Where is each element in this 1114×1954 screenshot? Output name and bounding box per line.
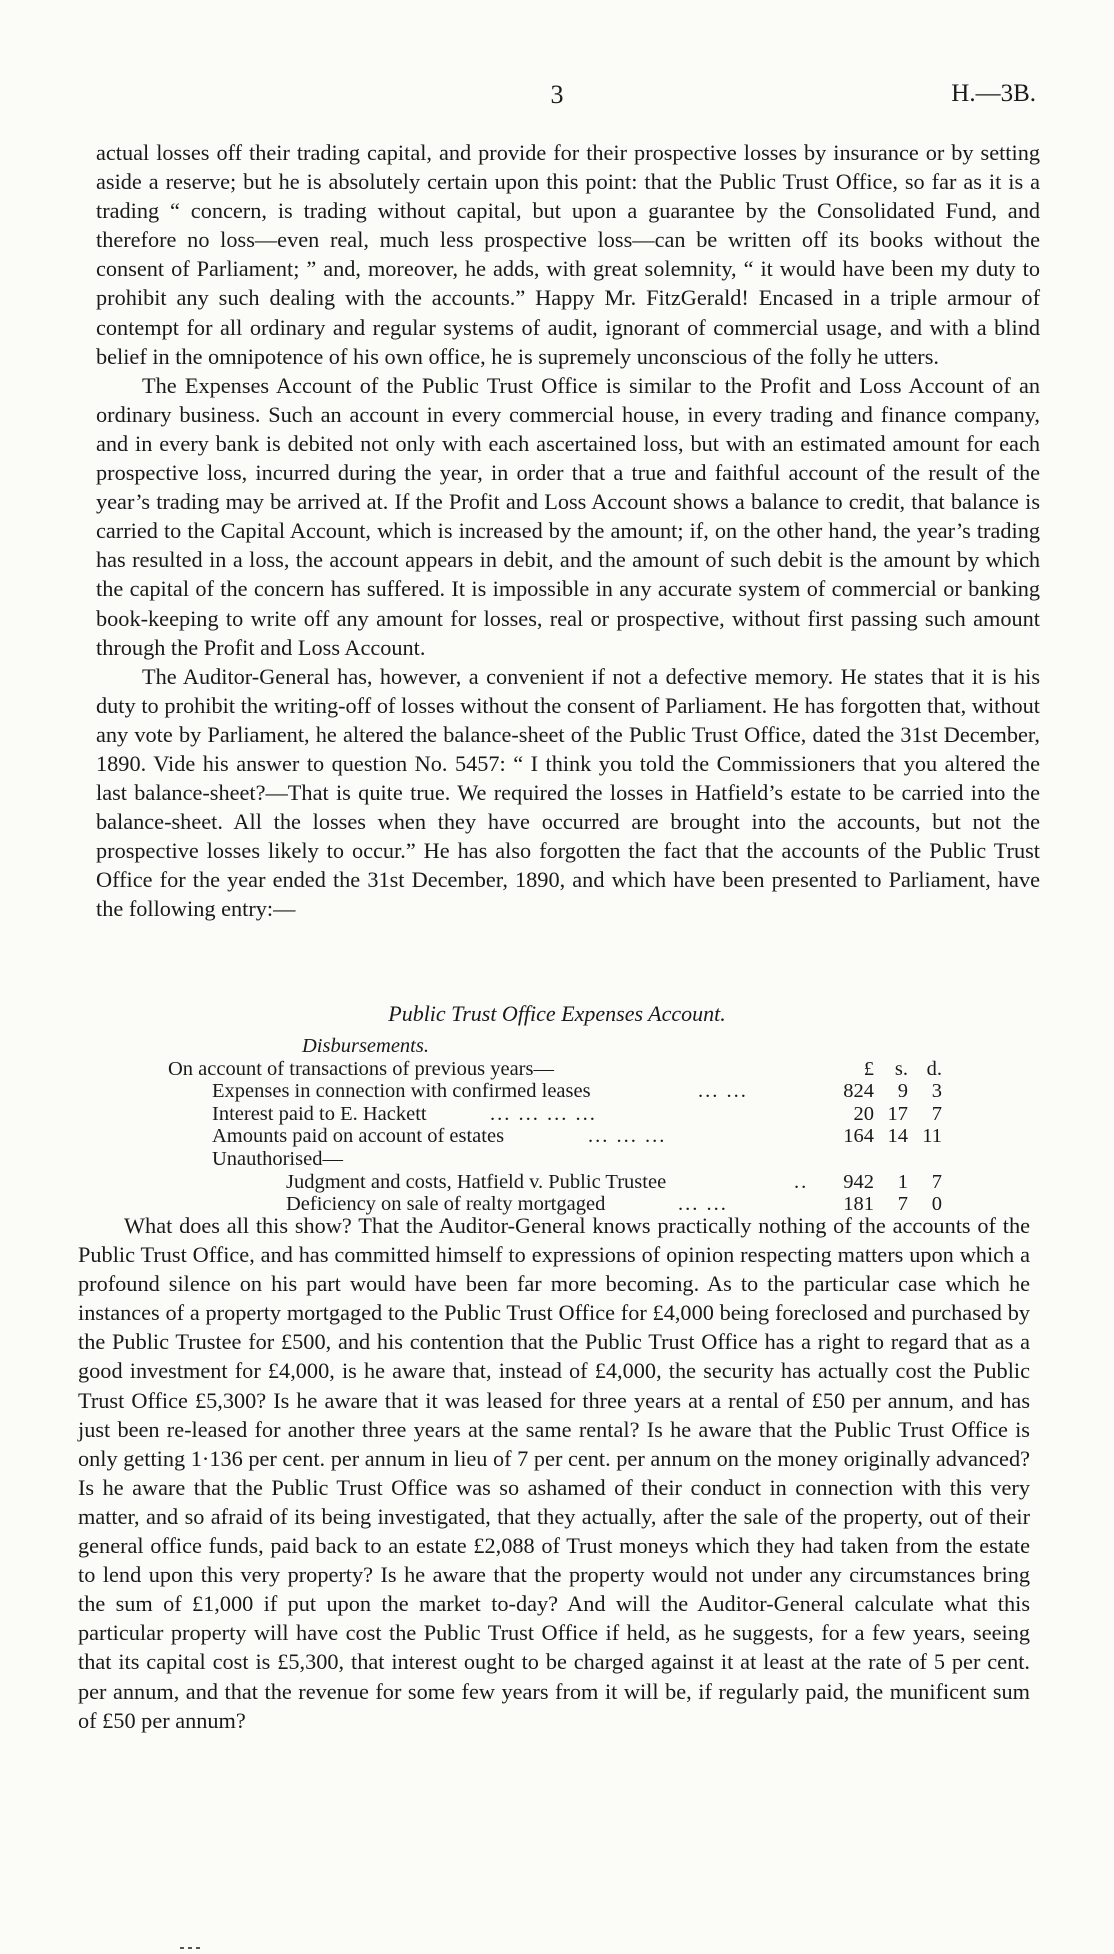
column-header-shillings: s.	[894, 1057, 908, 1080]
paragraph-4: What does all this show? That the Auditor-General knows practically nothing of the accounts of the Public Trust Office, and has committed himself to expressions of opinion respecting matters upon which a profound silence on his part would have been far more becoming. As to the particular case which he instances of a property mortgaged to the Public Trust Office for £4,000 being foreclosed and purchased by the Public Trustee for £500, and his contention that the Public Trust Office has a right to regard that as a good investment for £4,000, is he aware that, instead of £4,000, the security has actually cost the Public Trust Office £5,300? Is he aware that it was leased for three years at a rental of £50 per annum, and has just been re-leased for another three years at the same rental? Is he aware that the Public Trust Office is only getting 1·136 per cent. per annum in lieu of 7 per cent. per annum on the money originally advanced? Is he aware that the Public Trust Office was so ashamed of their conduct in connection with this very matter, and so afraid of its being investigated, that they actually, after the sale of the property, out of their general office funds, paid back to an estate £2,088 of Trust moneys which they had taken from the estate to lend upon this very property? Is he aware that the property would not under any circumstances bring the sum of £1,000 if put upon the market to-day? And will the Auditor-General calculate what this particular property will have cost the Public Trust Office if held, as he suggests, for a few years, seeing that its capital cost is £5,300, that interest ought to be charged against it at least at the rate of 5 per cent. per annum, and that the revenue for some few years from it will be, if regularly paid, the munificent sum of £50 per annum?	[78, 1213, 1030, 1733]
paragraph-2: The Expenses Account of the Public Trust Office is similar to the Profit and Loss Account of an ordinary business. Such an account in every commercial house, in every trading and finance company, and in every bank is debited not only with each ascertained loss, but with an estimated amount for each prospective loss, incurred during the year, in order that a true and faithful account of the result of the year’s trading may be arrived at. If the Profit and Loss Account shows a balance to credit, that balance is carried to the Capital Account, which is increased by the amount; if, on the other hand, the year’s trading has resulted in a loss, the account appears in debit, and the amount of such debit is the amount by which the capital of the concern has suffered. It is impossible in any accurate system of commercial or banking book-keeping to write off any amount for losses, real or prospective, without first passing such amount through the Profit and Loss Account.	[96, 372, 1040, 660]
account-title: Public Trust Office Expenses Account.	[388, 1001, 726, 1026]
column-header-pounds: £	[863, 1057, 874, 1080]
table-subtitle-row	[168, 1035, 958, 1058]
paragraph-3: The Auditor-General has, however, a convenient if not a defective memory. He states that it is his duty to prohibit the writing-off of losses without the consent of Parliament. He has forgotten that, without any vote by Parliament, he altered the balance-sheet of the Public Trust Office, dated the 31st December, 1890. Vide his answer to question No. 5457: “ I think you told the Commissioners that you altered the last balance-sheet?—That is quite true. We required the losses in Hatfield’s estate to be carried into the balance-sheet. All the losses when they have occurred are brought into the accounts, but not the prospective losses likely to occur.” He has also forgotten the fact that the accounts of the Public Trust Office for the year ended the 31st December, 1890, and which have been presented to Parliament, have the following entry:—	[96, 663, 1040, 922]
row-shillings: 1	[897, 1170, 908, 1193]
row-pence: 7	[931, 1102, 942, 1125]
section-heading-row	[168, 1058, 958, 1081]
row-pounds: 20	[853, 1102, 874, 1125]
column-header-pence: d.	[926, 1057, 942, 1080]
table-row	[168, 1080, 958, 1103]
row-label: Expenses in connection with confirmed leases	[212, 1080, 591, 1103]
row-label: Interest paid to E. Hackett	[212, 1102, 427, 1125]
section-heading: On account of transactions of previous years—	[168, 1057, 554, 1080]
row-pence: 0	[931, 1193, 942, 1216]
table-row	[168, 1171, 958, 1194]
paragraph-1: actual losses off their trading capital, and provide for their prospective losses by insurance or by setting aside a reserve; but he is absolutely certain upon this point: that the Public Trust Office, so far as it is a trading “ concern, is trading without capital, but upon a guarantee by the Consolidated Fund, and therefore no loss—even real, much less prospective loss—can be written off its books without the consent of Parliament; ” and, moreover, he adds, with great solemnity, “ it would have been my duty to prohibit any such dealing with the accounts.” Happy Mr. FitzGerald! Encased in a triple armour of contempt for all ordinary and regular systems of audit, ignorant of commercial usage, and with a blind belief in the omnipotence of his own office, he is supremely unconscious of the folly he utters.	[96, 140, 1040, 369]
row-leader-dots: ... ...	[698, 1080, 748, 1103]
row-leader-dots: ... ...	[678, 1193, 728, 1216]
upper-text-block	[96, 138, 1040, 924]
row-shillings: 9	[897, 1080, 908, 1103]
row-leader-dots: ... ... ...	[588, 1125, 667, 1148]
row-leader-dots: ..	[794, 1170, 809, 1193]
row-label: Amounts paid on account of estates	[212, 1125, 505, 1148]
row-pence: 11	[922, 1125, 942, 1148]
document-reference: H.—3B.	[951, 80, 1036, 107]
page-number: 3	[550, 80, 564, 109]
row-leader-dots: ... ... ... ...	[490, 1102, 597, 1125]
print-smudge	[180, 1936, 220, 1942]
row-shillings: 17	[887, 1102, 908, 1125]
row-label: Judgment and costs, Hatfield v. Public Trustee	[286, 1170, 667, 1193]
unauthorised-heading-row	[168, 1148, 958, 1171]
row-label: Deficiency on sale of realty mortgaged	[286, 1193, 606, 1216]
row-pounds: 824	[843, 1080, 874, 1103]
disbursements-heading: Disbursements.	[302, 1035, 429, 1057]
unauthorised-heading: Unauthorised—	[212, 1147, 343, 1170]
row-shillings: 14	[887, 1125, 908, 1148]
expenses-account-table	[168, 1035, 958, 1216]
table-row	[168, 1125, 958, 1148]
lower-text-block	[78, 1211, 1030, 1735]
row-pounds: 181	[843, 1193, 874, 1216]
row-pence: 7	[931, 1170, 942, 1193]
row-pounds: 942	[843, 1170, 874, 1193]
row-pounds: 164	[843, 1125, 874, 1148]
row-pence: 3	[931, 1080, 942, 1103]
table-row	[168, 1103, 958, 1126]
row-shillings: 7	[897, 1193, 908, 1216]
